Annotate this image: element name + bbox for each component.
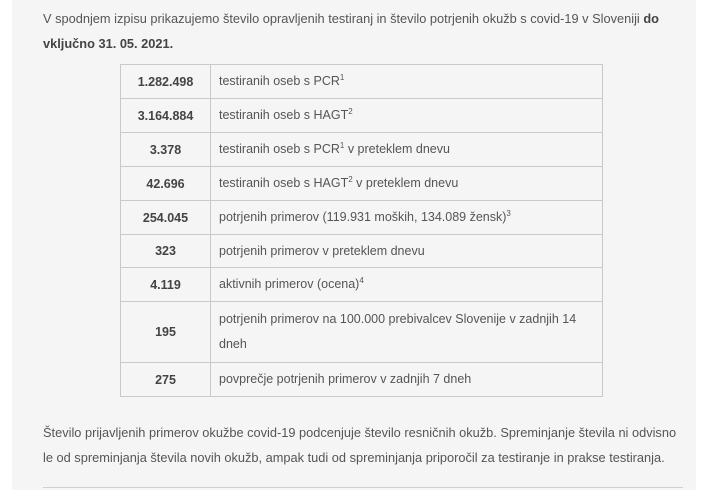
row-value: 42.696 <box>121 167 211 201</box>
table-row <box>121 133 603 167</box>
table-row <box>121 302 603 363</box>
row-value: 1.282.498 <box>121 65 211 99</box>
footnote-ref[interactable]: 2 <box>348 174 353 184</box>
table-row <box>121 65 603 99</box>
row-label-text: testiranih oseb s HAGT <box>219 176 349 190</box>
footnote-ref[interactable]: 1 <box>339 140 345 150</box>
row-label <box>211 363 603 397</box>
row-label-text: povprečje potrjenih primerov v zadnjih 7 dneh <box>219 372 472 386</box>
row-value: 3.164.884 <box>121 99 211 133</box>
statistics-table <box>120 64 603 397</box>
row-value: 3.378 <box>121 133 211 167</box>
disclaimer-paragraph: Število prijavljenih primerov okužbe covid-19 podcenjuje število resničnih okužb. Spreminjanje števila ni odvisno le od spreminjanja števila novih okužb, ampak tudi od spreminjanja priporočil za testiranje in prakse testiranja. <box>43 425 677 465</box>
row-value: 275 <box>121 363 211 397</box>
row-label-text: potrjenih primerov v preteklem dnevu <box>219 243 425 258</box>
row-label <box>211 133 603 167</box>
row-label <box>211 302 603 363</box>
row-label-suffix: v preteklem dnevu <box>352 176 459 190</box>
row-value: 195 <box>121 302 211 363</box>
table-row <box>121 235 603 268</box>
row-label <box>211 99 603 133</box>
table-row <box>121 201 603 235</box>
row-label <box>211 167 603 201</box>
table-row <box>121 268 603 302</box>
footnote-ref[interactable]: 3 <box>506 208 511 218</box>
row-value: 254.045 <box>121 201 211 235</box>
intro-paragraph <box>43 6 683 56</box>
row-label <box>211 65 603 99</box>
table-row <box>121 363 603 397</box>
row-label <box>211 268 603 302</box>
table-row <box>121 167 603 201</box>
footnote-ref[interactable]: 2 <box>348 106 353 116</box>
divider <box>43 487 683 488</box>
intro-text: V spodnjem izpisu prikazujemo število opravljenih testiranj in število potrjenih okužb s covid-19 v Sloveniji <box>43 11 644 26</box>
row-label-text: testiranih oseb s HAGT <box>219 108 349 122</box>
intro-date: do vključno 31. 05. 2021. <box>43 11 659 51</box>
row-label <box>211 201 603 235</box>
row-label-text: aktivnih primerov (ocena) <box>219 277 360 291</box>
table-row <box>121 99 603 133</box>
row-value: 323 <box>121 235 211 268</box>
footnote-ref[interactable]: 4 <box>359 275 364 285</box>
footnote-ref[interactable]: 1 <box>339 72 345 82</box>
row-label-suffix: v preteklem dnevu <box>344 142 450 156</box>
row-label-text: testiranih oseb s PCR <box>219 74 340 88</box>
row-label <box>211 235 603 268</box>
row-label-text: potrjenih primerov (119.931 moških, 134.089 žensk) <box>219 210 507 224</box>
row-label-text: potrjenih primerov na 100.000 prebivalcev Slovenije v zadnjih 14 dneh <box>219 312 577 351</box>
row-value: 4.119 <box>121 268 211 302</box>
row-label-text: testiranih oseb s PCR <box>219 142 340 156</box>
